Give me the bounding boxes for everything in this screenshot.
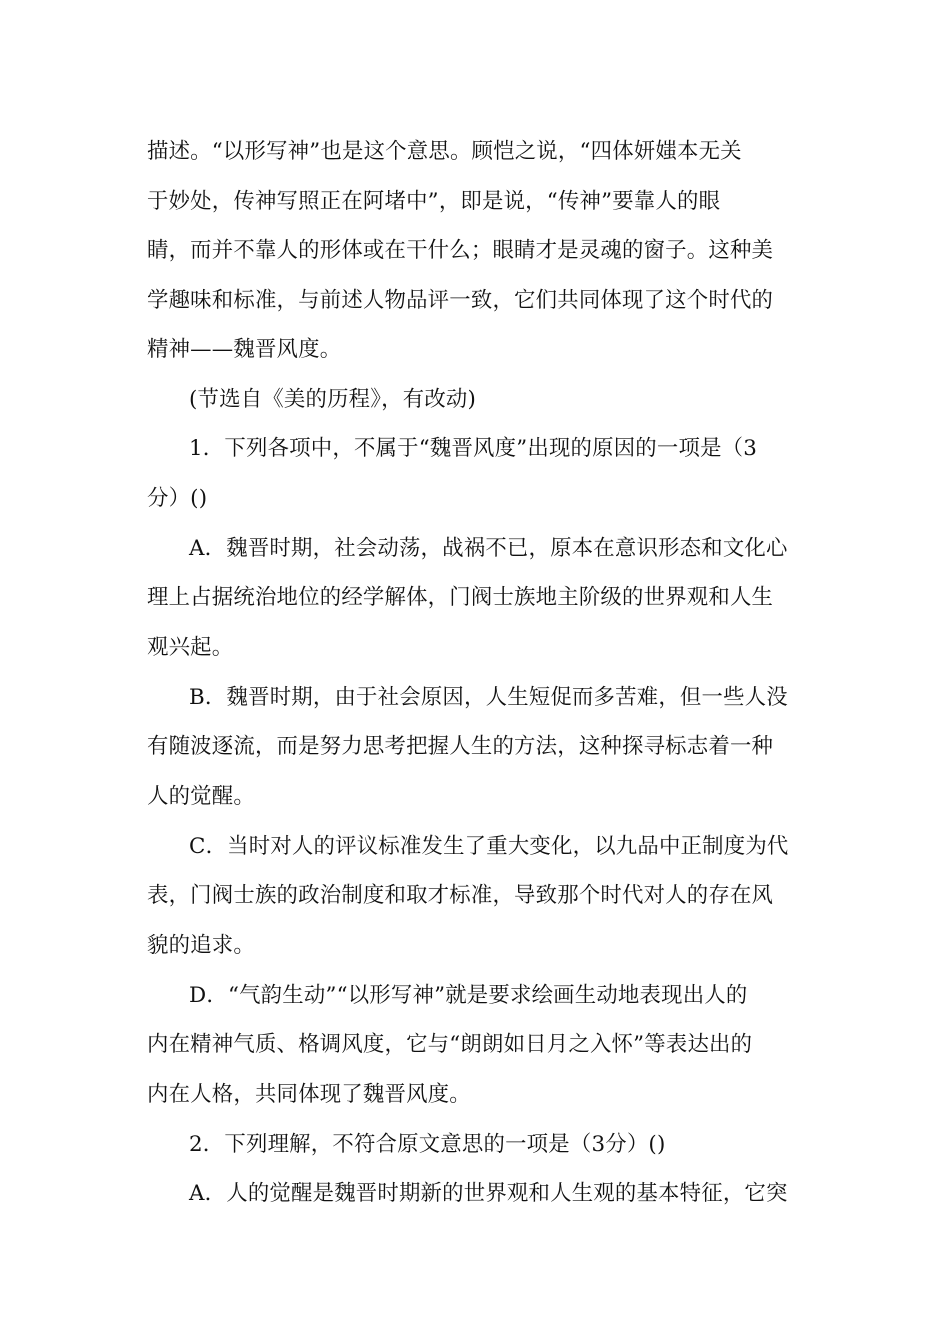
text-line: 表，门阀士族的政治制度和取才标准，导致那个时代对人的存在风 [147, 883, 774, 908]
question-1-stem-continued: 分）() [147, 486, 208, 511]
text-line: 观兴起。 [147, 635, 234, 660]
text-line: 有随波逐流，而是努力思考把握人生的方法，这种探寻标志着一种 [147, 734, 774, 759]
text-line: 貌的追求。 [147, 933, 255, 958]
text-line: 睛，而并不靠人的形体或在干什么；眼睛才是灵魂的窗子。这种美 [147, 238, 774, 263]
text-line: 精神——魏晋风度。 [147, 337, 342, 362]
question-1-option-d: D．“气韵生动”“以形写神”就是要求绘画生动地表现出人的 [189, 983, 748, 1008]
text-line: 学趣味和标准，与前述人物品评一致，它们共同体现了这个时代的 [147, 288, 774, 313]
text-line: 内在精神气质、格调风度，它与“朗朗如日月之入怀”等表达出的 [147, 1032, 753, 1057]
question-1-option-a: A．魏晋时期，社会动荡，战祸不已，原本在意识形态和文化心 [189, 536, 788, 561]
question-1-option-b: B．魏晋时期，由于社会原因，人生短促而多苦难，但一些人没 [189, 685, 788, 710]
text-line: 人的觉醒。 [147, 784, 255, 809]
text-line: 理上占据统治地位的经学解体，门阀士族地主阶级的世界观和人生 [147, 585, 774, 610]
question-2-stem: 2．下列理解，不符合原文意思的一项是（3分）() [189, 1132, 666, 1157]
question-1-option-c: C．当时对人的评议标准发生了重大变化，以九品中正制度为代 [189, 834, 789, 859]
text-line: 描述。“以形写神”也是这个意思。顾恺之说，“四体妍媸本无关 [147, 139, 742, 164]
source-citation: (节选自《美的历程》，有改动) [189, 387, 477, 412]
question-2-option-a: A．人的觉醒是魏晋时期新的世界观和人生观的基本特征，它突 [189, 1181, 788, 1206]
text-line: 内在人格，共同体现了魏晋风度。 [147, 1082, 471, 1107]
question-1-stem: 1．下列各项中，不属于“魏晋风度”出现的原因的一项是（3 [189, 436, 758, 461]
text-line: 于妙处，传神写照正在阿堵中”，即是说，“传神”要靠人的眼 [147, 189, 721, 214]
